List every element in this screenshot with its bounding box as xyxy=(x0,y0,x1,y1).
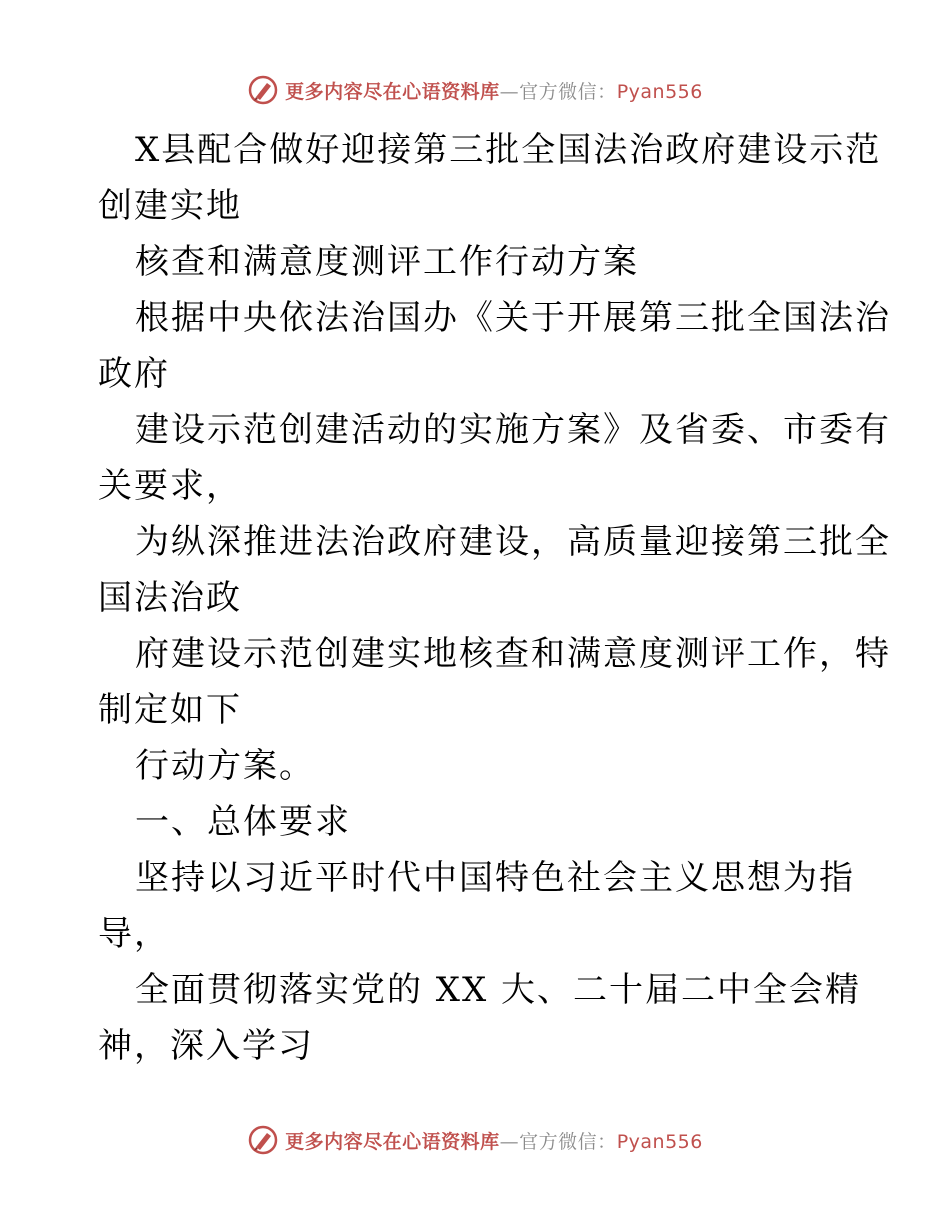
doc-line: 神，深入学习 xyxy=(98,1026,314,1066)
doc-line: 建设示范创建活动的实施方案》及省委、市委有 xyxy=(135,410,891,450)
banner-wechat-id: Pyan556 xyxy=(616,1130,703,1153)
doc-line: 政府 xyxy=(98,354,170,394)
doc-line-title-2: 创建实地 xyxy=(98,186,242,226)
doc-line: 制定如下 xyxy=(98,690,242,730)
pen-logo-icon xyxy=(247,74,279,106)
banner-text xyxy=(285,77,703,104)
doc-line: 府建设示范创建实地核查和满意度测评工作，特 xyxy=(135,634,891,674)
document-body xyxy=(98,122,891,1074)
doc-line: 国法治政 xyxy=(98,578,242,618)
doc-line: 根据中央依法治国办《关于开展第三批全国法治 xyxy=(135,298,891,338)
pen-logo-icon xyxy=(247,1124,279,1156)
doc-line-title-3: 核查和满意度测评工作行动方案 xyxy=(135,242,639,282)
doc-line: 导， xyxy=(98,914,170,954)
section-heading: 一、总体要求 xyxy=(135,802,351,842)
banner-brand: 更多内容尽在心语资料库 xyxy=(285,80,500,103)
doc-line: 坚持以习近平时代中国特色社会主义思想为指 xyxy=(135,858,855,898)
banner-wechat-label: 官方微信： xyxy=(519,1130,617,1153)
banner-wechat-id: Pyan556 xyxy=(616,80,703,103)
banner-wechat-label: 官方微信： xyxy=(519,80,617,103)
doc-line: 关要求， xyxy=(98,466,242,506)
doc-line: 为纵深推进法治政府建设，高质量迎接第三批全 xyxy=(135,522,891,562)
header-banner xyxy=(0,70,950,110)
footer-banner xyxy=(0,1120,950,1160)
doc-line: 行动方案。 xyxy=(135,746,315,786)
banner-separator: — xyxy=(499,1130,520,1153)
banner-separator: — xyxy=(499,80,520,103)
doc-line-title-1: X县配合做好迎接第三批全国法治政府建设示范 xyxy=(135,130,882,170)
banner-text xyxy=(285,1127,703,1154)
banner-brand: 更多内容尽在心语资料库 xyxy=(285,1130,500,1153)
doc-line: 全面贯彻落实党的 XX 大、二十届二中全会精 xyxy=(135,970,862,1010)
